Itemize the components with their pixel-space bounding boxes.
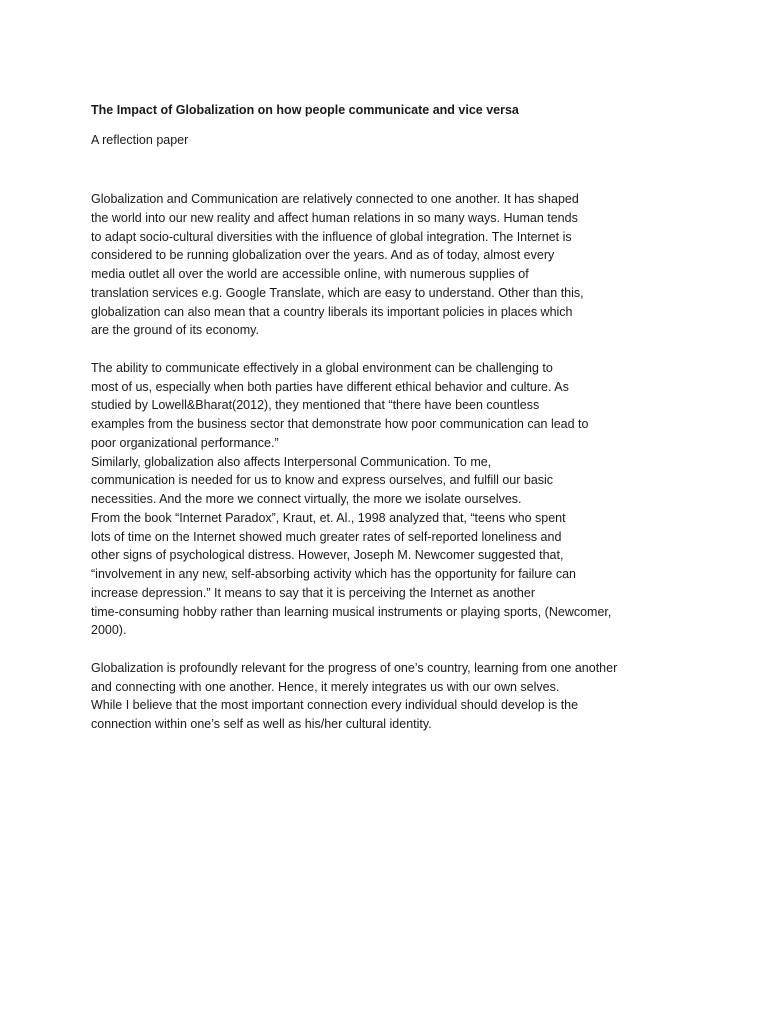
text-line: 2000). xyxy=(91,623,127,637)
text-line: translation services e.g. Google Translate, which are easy to understand. Other than this, xyxy=(91,286,584,300)
text-line: time-consuming hobby rather than learning musical instruments or playing sports, (Newcomer, xyxy=(91,605,612,619)
text-line: considered to be running globalization over the years. And as of today, almost every xyxy=(91,248,555,262)
text-line: globalization can also mean that a country liberals its important policies in places which xyxy=(91,305,573,319)
text-line: “involvement in any new, self-absorbing activity which has the opportunity for failure can xyxy=(91,567,576,581)
text-line: other signs of psychological distress. However, Joseph M. Newcomer suggested that, xyxy=(91,548,564,562)
text-line: lots of time on the Internet showed much greater rates of self-reported loneliness and xyxy=(91,530,562,544)
document-subtitle: A reflection paper xyxy=(91,133,189,147)
text-line: communication is needed for us to know and express ourselves, and fulfill our basic xyxy=(91,473,554,487)
text-line: While I believe that the most important connection every individual should develop is the xyxy=(91,698,579,712)
text-line: poor organizational performance.” xyxy=(91,436,279,450)
text-line: examples from the business sector that demonstrate how poor communication can lead to xyxy=(91,417,589,431)
text-line: Globalization and Communication are relatively connected to one another. It has shaped xyxy=(91,192,579,206)
text-line: Globalization is profoundly relevant for the progress of one’s country, learning from one another xyxy=(91,661,618,675)
text-line: The ability to communicate effectively in a global environment can be challenging to xyxy=(91,361,553,375)
text-line: most of us, especially when both parties have different ethical behavior and culture. As xyxy=(91,380,569,394)
text-line: to adapt socio-cultural diversities with the influence of global integration. The Internet is xyxy=(91,230,572,244)
text-line: From the book “Internet Paradox”, Kraut, et. Al., 1998 analyzed that, “teens who spent xyxy=(91,511,566,525)
document-title: The Impact of Globalization on how people communicate and vice versa xyxy=(91,103,519,117)
text-line: are the ground of its economy. xyxy=(91,323,259,337)
text-line: and connecting with one another. Hence, it merely integrates us with our own selves. xyxy=(91,680,560,694)
text-line: Similarly, globalization also affects Interpersonal Communication. To me, xyxy=(91,455,492,469)
text-line: increase depression.” It means to say that it is perceiving the Internet as another xyxy=(91,586,535,600)
text-line: necessities. And the more we connect virtually, the more we isolate ourselves. xyxy=(91,492,522,506)
text-line: connection within one’s self as well as his/her cultural identity. xyxy=(91,717,432,731)
text-line: media outlet all over the world are accessible online, with numerous supplies of xyxy=(91,267,529,281)
text-line: the world into our new reality and affect human relations in so many ways. Human tends xyxy=(91,211,578,225)
text-line: studied by Lowell&Bharat(2012), they mentioned that “there have been countless xyxy=(91,398,540,412)
